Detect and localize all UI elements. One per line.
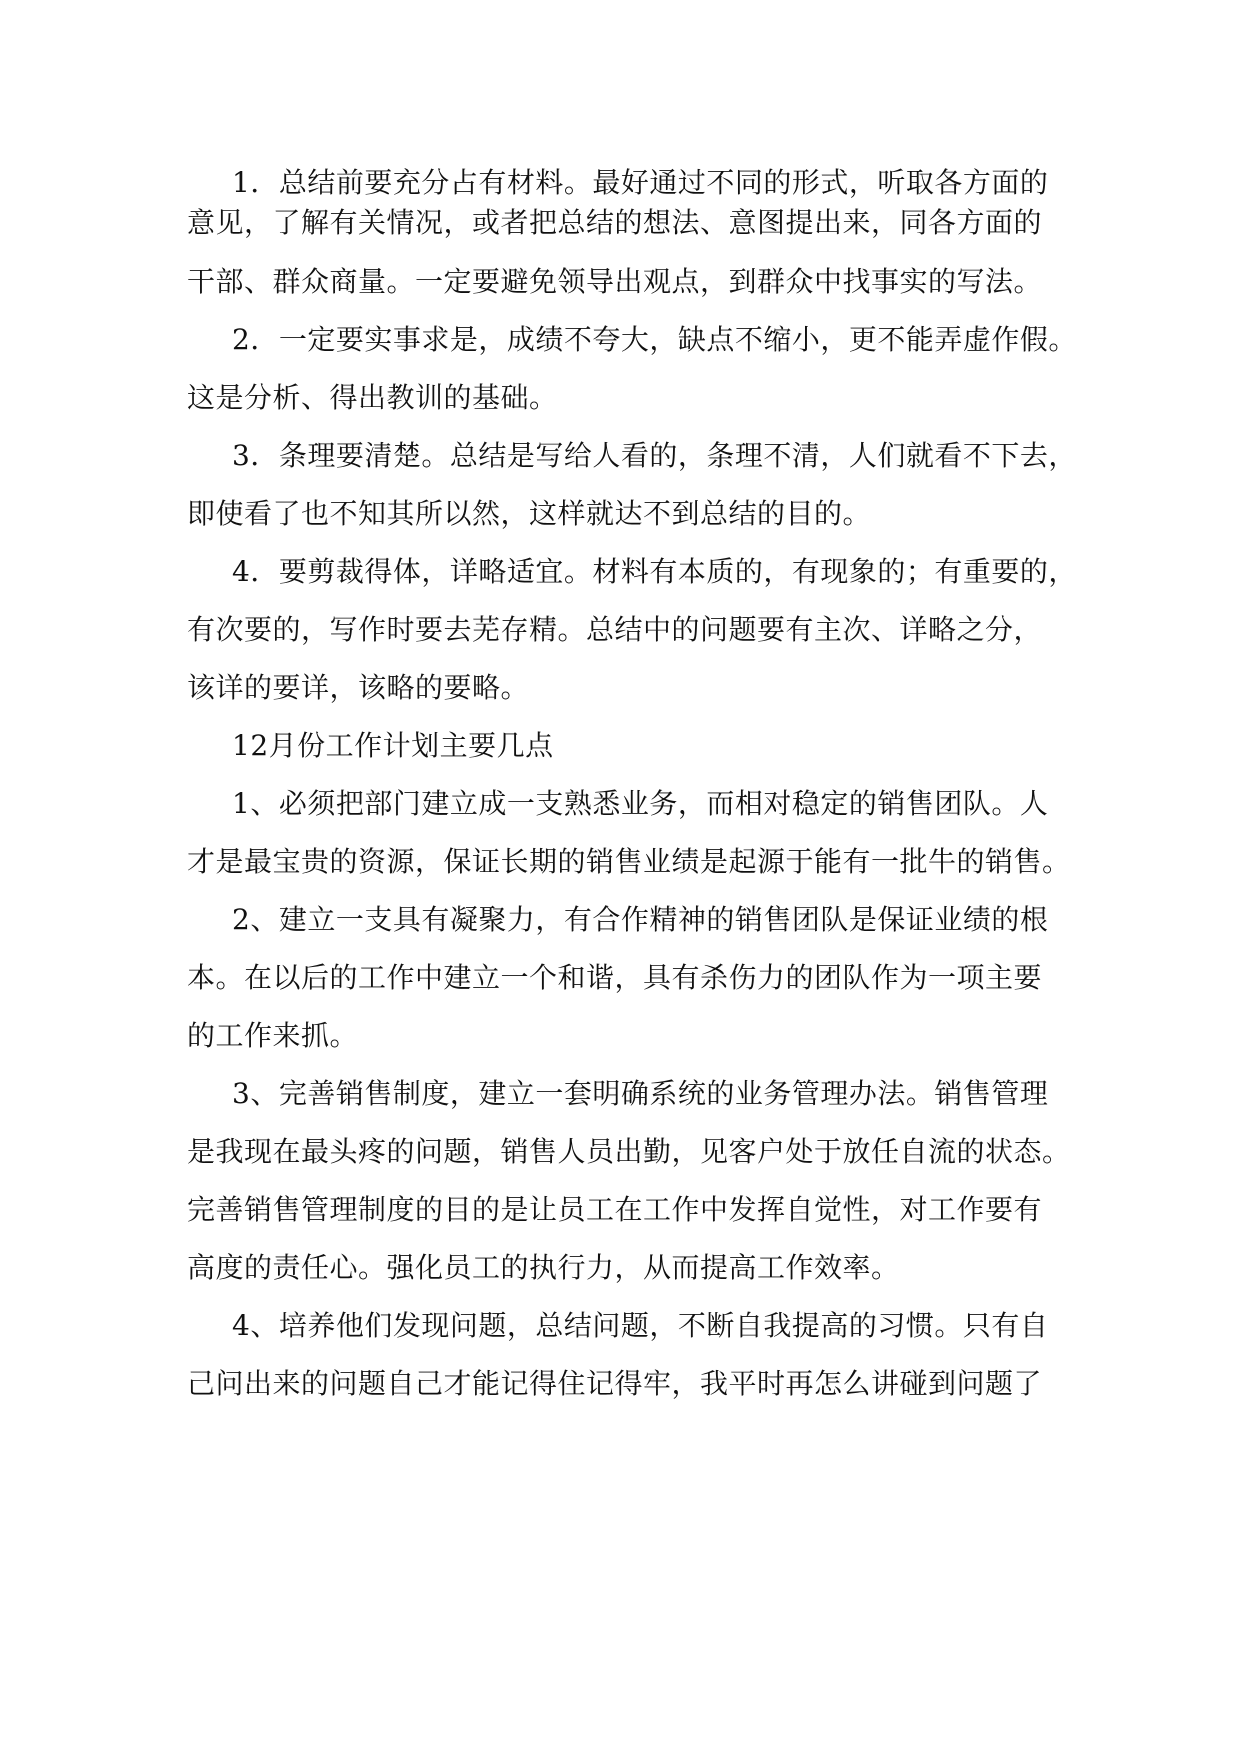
plan-item-2-line-2: 本。在以后的工作中建立一个和谐，具有杀伤力的团队作为一项主要 (187, 961, 1043, 994)
plan-item-2-line-3: 的工作来抓。 (187, 1019, 359, 1052)
paragraph-4-line-3: 该详的要详，该略的要略。 (187, 671, 530, 704)
plan-item-3-line-1: 3、完善销售制度，建立一套明确系统的业务管理办法。销售管理 (232, 1077, 1049, 1110)
plan-item-3-line-3: 完善销售管理制度的目的是让员工在工作中发挥自觉性，对工作要有 (187, 1193, 1043, 1226)
plan-item-4-line-1: 4、培养他们发现问题，总结问题，不断自我提高的习惯。只有自 (232, 1309, 1049, 1342)
paragraph-1-line-3: 干部、群众商量。一定要避免领导出观点，到群众中找事实的写法。 (187, 265, 1043, 298)
plan-item-2-line-1: 2、建立一支具有凝聚力，有合作精神的销售团队是保证业绩的根 (232, 903, 1049, 936)
paragraph-1-line-2: 意见，了解有关情况，或者把总结的想法、意图提出来，同各方面的 (187, 206, 1043, 239)
paragraph-3-line-1: 3．条理要清楚。总结是写给人看的，条理不清，人们就看不下去， (232, 439, 1077, 472)
paragraph-4-line-2: 有次要的，写作时要去芜存精。总结中的问题要有主次、详略之分， (187, 613, 1043, 646)
plan-item-3-line-4: 高度的责任心。强化员工的执行力，从而提高工作效率。 (187, 1251, 900, 1284)
plan-item-3-line-2: 是我现在最头疼的问题，销售人员出勤，见客户处于放任自流的状态。 (187, 1135, 1071, 1168)
plan-item-1-line-2: 才是最宝贵的资源，保证长期的销售业绩是起源于能有一批牛的销售。 (187, 845, 1071, 878)
section-heading: 12月份工作计划主要几点 (232, 729, 554, 762)
plan-item-1-line-1: 1、必须把部门建立成一支熟悉业务，而相对稳定的销售团队。人 (232, 787, 1049, 820)
paragraph-2-line-1: 2．一定要实事求是，成绩不夸大，缺点不缩小，更不能弄虚作假。 (232, 323, 1077, 356)
plan-item-4-line-2: 己问出来的问题自己才能记得住记得牢，我平时再怎么讲碰到问题了 (187, 1367, 1043, 1400)
paragraph-3-line-2: 即使看了也不知其所以然，这样就达不到总结的目的。 (187, 497, 872, 530)
paragraph-2-line-2: 这是分析、得出教训的基础。 (187, 381, 558, 414)
paragraph-4-line-1: 4．要剪裁得体，详略适宜。材料有本质的，有现象的；有重要的， (232, 555, 1077, 588)
paragraph-1-line-1: 1．总结前要充分占有材料。最好通过不同的形式，听取各方面的 (232, 166, 1049, 199)
